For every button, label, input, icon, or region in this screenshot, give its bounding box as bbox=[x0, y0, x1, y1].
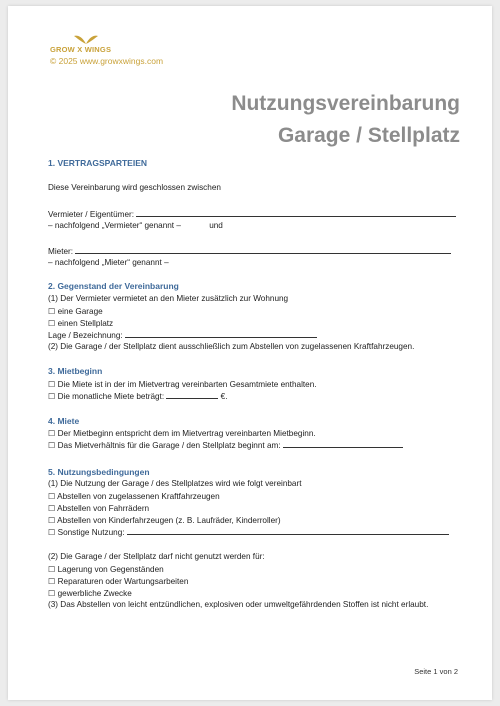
use-kids-vehicles-checkbox[interactable]: ☐ Abstellen von Kinderfahrzeugen (z. B. Laufräder, Kinderroller) bbox=[48, 516, 281, 525]
document-page bbox=[8, 6, 492, 700]
s5-p1: (1) Die Nutzung der Garage / des Stellplatzes wird wie folgt vereinbart bbox=[48, 479, 302, 488]
location-label: Lage / Bezeichnung: bbox=[48, 331, 123, 340]
no-repairs-checkbox[interactable]: ☐ Reparaturen oder Wartungsarbeiten bbox=[48, 577, 189, 586]
landlord-field[interactable] bbox=[136, 209, 456, 217]
euro-suffix: €. bbox=[220, 392, 228, 401]
section-1-heading: 1. VERTRAGSPARTEIEN bbox=[48, 158, 148, 168]
section-4-heading: 4. Miete bbox=[48, 416, 80, 426]
parking-checkbox[interactable]: ☐ einen Stellplatz bbox=[48, 319, 114, 328]
use-other-label: ☐ Sonstige Nutzung: bbox=[48, 528, 125, 537]
use-vehicles-checkbox[interactable]: ☐ Abstellen von zugelassenen Kraftfahrzeugen bbox=[48, 492, 220, 501]
s1-intro: Diese Vereinbarung wird geschlossen zwischen bbox=[48, 183, 221, 192]
location-row bbox=[48, 330, 317, 340]
tenant-label: Mieter: bbox=[48, 247, 74, 256]
start-same-checkbox[interactable]: ☐ Der Mietbeginn entspricht dem im Mietvertrag vereinbarten Mietbeginn. bbox=[48, 429, 316, 438]
landlord-note: – nachfolgend „Vermieter“ genannt – bbox=[48, 221, 181, 230]
document-subtitle: Garage / Stellplatz bbox=[277, 124, 460, 147]
s5-p3: (3) Das Abstellen von leicht entzündlichen, explosiven oder umweltgefährdenden Stoffen ist nicht erlaubt. bbox=[48, 600, 429, 609]
no-storage-checkbox[interactable]: ☐ Lagerung von Gegenständen bbox=[48, 565, 164, 574]
landlord-note-row bbox=[48, 221, 223, 230]
use-bicycles-checkbox[interactable]: ☐ Abstellen von Fahrrädern bbox=[48, 504, 150, 513]
and-text: und bbox=[209, 221, 223, 230]
location-field[interactable] bbox=[125, 330, 317, 338]
logo-text: GROW X WINGS bbox=[50, 45, 112, 54]
landlord-row bbox=[48, 209, 456, 219]
no-commercial-checkbox[interactable]: ☐ gewerbliche Zwecke bbox=[48, 589, 132, 598]
s2-p2: (2) Die Garage / der Stellplatz dient ausschließlich zum Abstellen von zugelassenen Kraftfahrzeugen. bbox=[48, 342, 415, 351]
document-title: Nutzungsvereinbarung bbox=[231, 92, 460, 115]
start-date-label: ☐ Das Mietverhältnis für die Garage / den Stellplatz beginnt am: bbox=[48, 441, 281, 450]
monthly-rent-field[interactable] bbox=[166, 391, 218, 399]
monthly-rent-label: ☐ Die monatliche Miete beträgt: bbox=[48, 392, 165, 401]
s2-p1: (1) Der Vermieter vermietet an den Mieter zusätzlich zur Wohnung bbox=[48, 294, 289, 303]
section-2-heading: 2. Gegenstand der Vereinbarung bbox=[48, 281, 179, 291]
landlord-label: Vermieter / Eigentümer: bbox=[48, 210, 135, 219]
copyright-link[interactable]: © 2025 www.growxwings.com bbox=[50, 56, 164, 66]
use-other-row[interactable] bbox=[48, 527, 449, 537]
start-date-field[interactable] bbox=[283, 440, 403, 448]
rent-included-checkbox[interactable]: ☐ Die Miete ist in der im Mietvertrag vereinbarten Gesamtmiete enthalten. bbox=[48, 380, 317, 389]
monthly-rent-row[interactable] bbox=[48, 391, 228, 401]
s5-p2: (2) Die Garage / der Stellplatz darf nicht genutzt werden für: bbox=[48, 552, 265, 561]
section-3-heading: 3. Mietbeginn bbox=[48, 366, 103, 376]
tenant-row bbox=[48, 246, 451, 256]
tenant-field[interactable] bbox=[75, 246, 451, 254]
tenant-note: – nachfolgend „Mieter“ genannt – bbox=[48, 258, 169, 267]
page-number: Seite 1 von 2 bbox=[414, 667, 458, 676]
use-other-field[interactable] bbox=[127, 527, 449, 535]
garage-checkbox[interactable]: ☐ eine Garage bbox=[48, 307, 103, 316]
section-5-heading: 5. Nutzungsbedingungen bbox=[48, 467, 150, 477]
start-date-row[interactable] bbox=[48, 440, 403, 450]
